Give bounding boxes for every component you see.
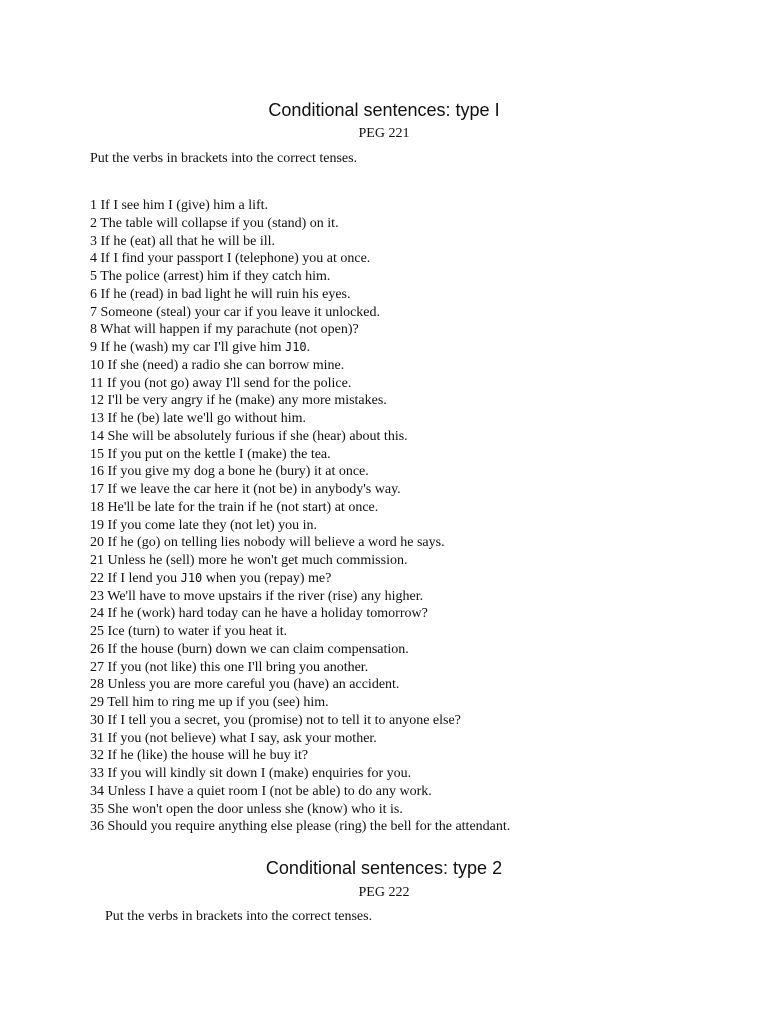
exercise-item: 16 If you give my dog a bone he (bury) it at once. [90,464,369,480]
exercise-item: 6 If he (read) in bad light he will ruin his eyes. [90,286,351,302]
exercise-item: 22 If I lend you J10 when you (repay) me? [90,570,332,586]
exercise-item: 2 The table will collapse if you (stand) on it. [90,215,339,231]
exercise-item: 12 I'll be very angry if he (make) any more mistakes. [90,393,387,409]
exercise-item: 31 If you (not believe) what I say, ask your mother. [90,730,377,746]
exercise-item: 13 If he (be) late we'll go without him. [90,411,306,426]
section1-reference: PEG 221 [358,126,410,141]
exercise-item: 33 If you will kindly sit down I (make) enquiries for you. [90,766,412,781]
exercise-item: 32 If he (like) the house will he buy it? [90,748,309,764]
section2-title: Conditional sentences: type 2 [265,858,503,878]
section1-title: Conditional sentences: type I [268,100,500,120]
exercise-item: 35 She won't open the door unless she (know) who it is. [90,801,403,817]
exercise-item: 26 If the house (burn) down we can claim compensation. [90,641,409,657]
exercise-item: 1 If I see him I (give) him a lift. [90,198,269,213]
exercise-item: 4 If I find your passport I (telephone) you at once. [90,251,371,267]
exercise-item: 21 Unless he (sell) more he won't get much commission. [90,553,408,568]
exercise-item: 17 If we leave the car here it (not be) in anybody's way. [90,482,401,497]
exercise-item: 8 What will happen if my parachute (not open)? [90,322,359,338]
exercise-item: 23 We'll have to move upstairs if the river (rise) any higher. [90,588,424,604]
exercise-item: 15 If you put on the kettle I (make) the tea. [90,446,331,462]
exercise-item: 20 If he (go) on telling lies nobody will believe a word he says. [90,535,445,551]
exercise-item: 9 If he (wash) my car I'll give him J10. [90,340,311,355]
exercise-item: 19 If you come late they (not let) you in. [90,517,318,533]
exercise-item: 14 She will be absolutely furious if she (hear) about this. [90,428,408,444]
exercise-item: 36 Should you require anything else please (ring) the bell for the attendant. [90,819,511,835]
section2-reference: PEG 222 [358,885,410,900]
exercise-item: 27 If you (not like) this one I'll bring you another. [90,659,369,675]
exercise-item: 10 If she (need) a radio she can borrow mine. [90,357,345,373]
exercise-item: 28 Unless you are more careful you (have) an accident. [90,677,400,693]
exercise-list [90,197,510,836]
exercise-item: 3 If he (eat) all that he will be ill. [90,233,276,249]
exercise-item: 34 Unless I have a quiet room I (not be able) to do any work. [90,783,432,799]
exercise-item: 7 Someone (steal) your car if you leave it unlocked. [90,304,381,320]
section1-instruction: Put the verbs in brackets into the correct tenses. [90,151,358,166]
exercise-item: 5 The police (arrest) him if they catch him. [90,269,331,284]
exercise-item: 25 Ice (turn) to water if you heat it. [90,624,288,639]
exercise-item: 18 He'll be late for the train if he (not start) at once. [90,499,379,515]
section2-instruction: Put the verbs in brackets into the correct tenses. [105,909,373,924]
exercise-item: 11 If you (not go) away I'll send for the police. [90,375,352,391]
exercise-item: 24 If he (work) hard today can he have a holiday tomorrow? [90,606,428,622]
exercise-item: 30 If I tell you a secret, you (promise) not to tell it to anyone else? [90,712,461,728]
exercise-item: 29 Tell him to ring me up if you (see) him. [90,695,329,710]
